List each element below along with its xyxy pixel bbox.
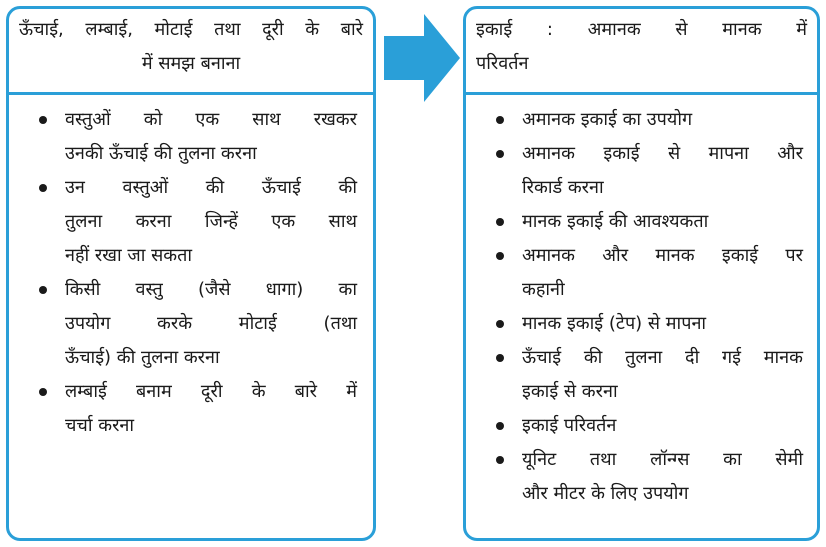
list-item [490, 307, 803, 341]
list-item [33, 375, 357, 443]
right-arrow-icon [384, 14, 460, 102]
list-item-line: किसी वस्तु (जैसे धागा) का [65, 279, 357, 300]
list-item-line: अमानक और मानक इकाई पर [522, 245, 803, 266]
list-item [490, 409, 803, 443]
list-item-line: तुलना करना जिन्हें एक साथ [65, 211, 357, 232]
bullet-icon [496, 218, 504, 226]
list-item-line: अमानक इकाई से मापना और [522, 143, 803, 164]
list-item-line: रिकार्ड करना [522, 177, 604, 198]
bullet-icon [39, 184, 47, 192]
list-item-line: कहानी [522, 279, 565, 300]
list-item-line: नहीं रखा जा सकता [65, 245, 193, 266]
bullet-icon [39, 116, 47, 124]
list-item [33, 103, 357, 171]
list-item-line: चर्चा करना [65, 415, 135, 436]
list-item [33, 273, 357, 375]
list-item-line: यूनिट तथा लॉन्ग्स का सेमी [522, 449, 803, 470]
list-item-line: और मीटर के लिए उपयोग [522, 483, 689, 504]
list-item-line: ऊँचाई की तुलना दी गई मानक [522, 347, 803, 368]
right-box-title-line2: परिवर्तन [476, 53, 529, 74]
list-item [490, 341, 803, 409]
list-item-line: इकाई से करना [522, 381, 618, 402]
bullet-icon [39, 286, 47, 294]
list-item-line: ऊँचाई) की तुलना करना [65, 347, 220, 368]
right-box-list [466, 95, 817, 511]
bullet-icon [496, 320, 504, 328]
left-box-header [9, 9, 373, 95]
list-item [490, 103, 803, 137]
bullet-icon [39, 388, 47, 396]
list-item-line: उनकी ऊँचाई की तुलना करना [65, 143, 257, 164]
bullet-icon [496, 116, 504, 124]
list-item-line: मानक इकाई (टेप) से मापना [522, 313, 707, 334]
bullet-icon [496, 150, 504, 158]
list-item-line: लम्बाई बनाम दूरी के बारे में [65, 381, 357, 402]
bullet-icon [496, 252, 504, 260]
list-item-line: उन वस्तुओं की ऊँचाई की [65, 177, 357, 198]
bullet-icon [496, 354, 504, 362]
bullet-icon [496, 456, 504, 464]
list-item [490, 239, 803, 307]
list-item [33, 171, 357, 273]
list-item-line: मानक इकाई की आवश्यकता [522, 211, 709, 232]
arrow-shape [384, 14, 460, 102]
list-item [490, 443, 803, 511]
right-box-header [466, 9, 817, 95]
bullet-icon [496, 422, 504, 430]
right-box-title-line1: इकाई : अमानक से मानक में [476, 19, 807, 40]
left-box-title-line2: में समझ बनाना [141, 53, 241, 74]
list-item [490, 137, 803, 205]
left-box-list [9, 95, 373, 443]
list-item-line: वस्तुओं को एक साथ रखकर [65, 109, 357, 130]
list-item-line: उपयोग करके मोटाई (तथा [65, 313, 357, 334]
left-topic-box [6, 6, 376, 541]
left-box-title-line1: ऊँचाई, लम्बाई, मोटाई तथा दूरी के बारे [19, 19, 363, 40]
right-topic-box [463, 6, 820, 541]
list-item-line: इकाई परिवर्तन [522, 415, 617, 436]
list-item [490, 205, 803, 239]
list-item-line: अमानक इकाई का उपयोग [522, 109, 693, 130]
